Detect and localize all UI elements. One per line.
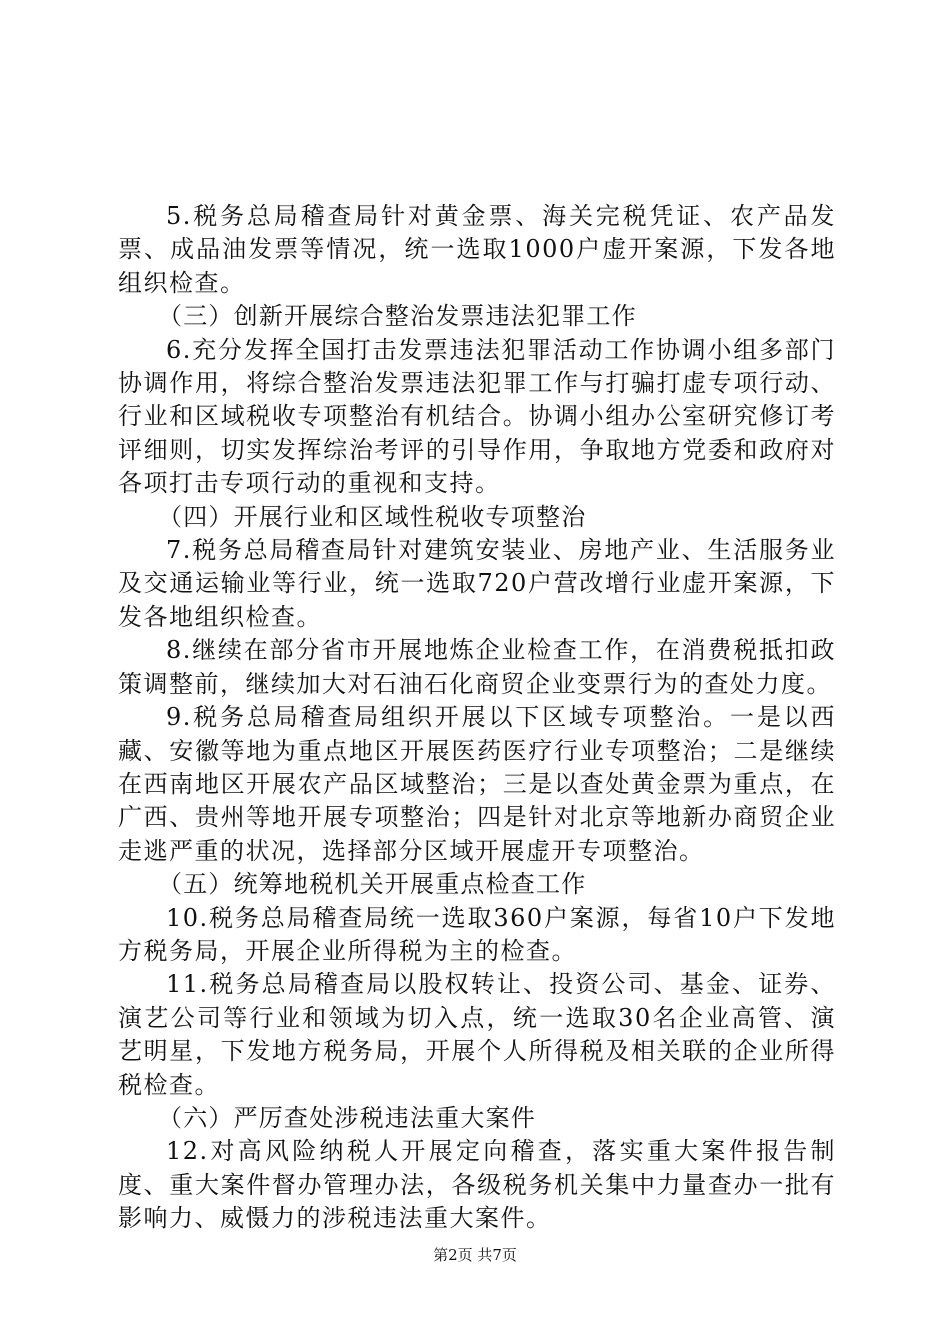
page-number-footer: 第2页 共7页 <box>433 1246 517 1264</box>
paragraph-item-9: 9.税务总局稽查局组织开展以下区域专项整治。一是以西藏、安徽等地为重点地区开展医药医疗行业专项整治；二是继续在西南地区开展农产品区域整治；三是以查处黄金票为重点，在广西、贵州等地开展专项整治；四是针对北京等地新办商贸企业走逃严重的状况，选择部分区域开展虚开专项整治。 <box>118 703 836 865</box>
paragraph-item-5: 5.税务总局稽查局针对黄金票、海关完税凭证、农产品发票、成品油发票等情况，统一选取1000户虚开案源，下发各地组织检查。 <box>118 202 836 297</box>
section-heading-4: （四）开展行业和区域性税收专项整治 <box>158 502 587 531</box>
paragraph-item-12: 12.对高风险纳税人开展定向稽查，落实重大案件报告制度、重大案件督办管理办法，各级税务机关集中力量查办一批有影响力、威慑力的涉税违法重大案件。 <box>118 1137 836 1233</box>
paragraph-item-7: 7.税务总局稽查局针对建筑安装业、房地产业、生活服务业及交通运输业等行业，统一选取720户营改增行业虚开案源，下发各地组织检查。 <box>118 536 836 631</box>
paragraph-item-8: 8.继续在部分省市开展地炼企业检查工作，在消费税抵扣政策调整前，继续加大对石油石化商贸企业变票行为的查处力度。 <box>118 636 836 698</box>
document-body <box>118 200 836 1236</box>
section-heading-6: （六）严厉查处涉税违法重大案件 <box>158 1103 536 1132</box>
section-heading-5: （五）统筹地税机关开展重点检查工作 <box>158 870 587 899</box>
paragraph-item-11: 11.税务总局稽查局以股权转让、投资公司、基金、证券、演艺公司等行业和领域为切入点，统一选取30名企业高管、演艺明星，下发地方税务局，开展个人所得税及相关联的企业所得税检查。 <box>118 970 836 1099</box>
paragraph-item-10: 10.税务总局稽查局统一选取360户案源，每省10户下发地方税务局，开展企业所得税为主的检查。 <box>118 903 836 965</box>
section-heading-3: （三）创新开展综合整治发票违法犯罪工作 <box>158 302 637 331</box>
paragraph-item-6: 6.充分发挥全国打击发票违法犯罪活动工作协调小组多部门协调作用，将综合整治发票违法犯罪工作与打骗打虚专项行动、行业和区域税收专项整治有机结合。协调小组办公室研究修订考评细则，切实发挥综治考评的引导作用，争取地方党委和政府对各项打击专项行动的重视和支持。 <box>118 335 836 498</box>
